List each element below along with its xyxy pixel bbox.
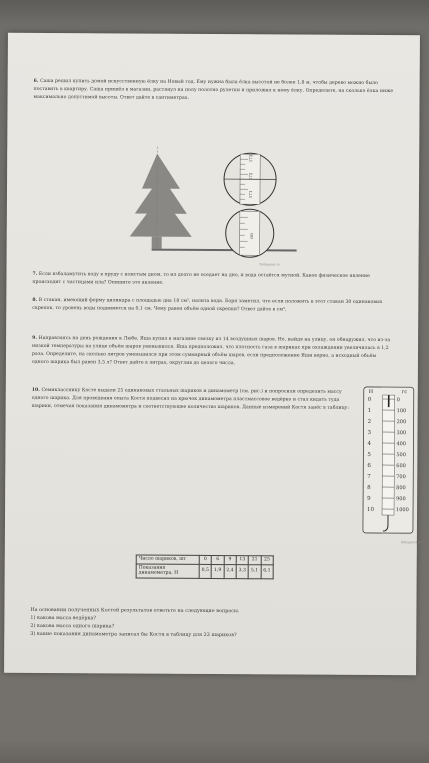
scale-label-newton: 0 [367, 396, 372, 403]
task-7-text: Если взбаламутить воду в пруду с илистым дном, то ил долго не оседает на дно, и вода остаётся мутной. Какое физическое явление происходит с частицами ила? Опишите это явление. [32, 271, 370, 286]
question-1: 1) какова масса ведёрка? [30, 615, 97, 622]
task-9 [32, 335, 394, 370]
scale-label-newton: 6 [367, 462, 371, 469]
scale-label-newton: 2 [367, 418, 372, 425]
questions-block [30, 607, 392, 642]
table-cell: 0,5 [199, 564, 211, 578]
scale-label-gs: 400 [396, 441, 407, 448]
table-cell: 2,4 [224, 564, 236, 578]
worksheet-page [4, 33, 420, 676]
table-cell: 6 [212, 556, 224, 565]
scale-label-gs: 200 [396, 419, 407, 426]
figure-watermark: fizikaprost.ru [259, 262, 280, 267]
tape-line [152, 249, 297, 252]
table-cell: 21 [248, 556, 260, 565]
table-cell: 1,9 [211, 564, 223, 578]
questions-intro: На основании полученных Костей результатов ответьте на следующие вопросы. [30, 607, 240, 615]
table-header-balls: Число шариков, шт [136, 555, 199, 564]
task-6 [34, 78, 396, 104]
tree-tape-figure [132, 149, 303, 268]
upper-zoom-circle [224, 153, 276, 205]
scale-label-gs: 900 [396, 496, 406, 503]
unit-gs: гс [401, 389, 408, 396]
lower-zoom-circle [226, 209, 274, 257]
task-8-number: 8. [32, 297, 38, 303]
table-cell: 25 [261, 556, 273, 565]
table-cell: 5,1 [248, 564, 260, 578]
scale-label-newton: 1 [367, 407, 372, 414]
task-8-text: В стакан, имеющий форму цилиндра с площадью дна 18 см², налита вода. Боря заметил, что если положить в этот стакан 30 одинаковых скрепок, то уровень воды поднимется на 0,1 см. Чему равен объём одной скрепки? Ответ дайте в см³. [32, 297, 383, 313]
scale-label-gs: 100 [396, 408, 407, 415]
task-10-number: 10. [31, 387, 40, 393]
question-3: 3) какие показания динамометра записал бы Костя в таблицу для 23 шариков? [30, 632, 237, 639]
task-7-number: 7. [32, 271, 38, 277]
task-10-text: Семикласснику Косте выдали 25 одинаковых стальных шариков и динамометр (см. рис.) и попросили определить массу одного шарика. Для проведения опыта Костя подвесил на крючок динамометра пластмассовое ведёрко и стал кидать туда шарики, отмечая показания динамометра и соответствующее количество шариков. Данные измерений Костя занёс в таблицу: [31, 387, 349, 412]
scale-label-gs: 700 [396, 474, 406, 481]
task-6-text: Саша решил купить домой искусственную ёлку на Новый год. Ему нужна была ёлка высотой не более 1,8 м, чтобы дерево можно было поставить в квартиру. Саша пришёл в магазин, растянул на полу полотно рулетки и приложил к нему ёлку. Определите, на сколько ёлка ниже максимально допустимой высоты. Ответ дайте в сантиметрах. [33, 78, 394, 102]
scale-label-newton: 3 [367, 429, 372, 436]
table-cell: 0 [199, 555, 211, 564]
table-cell: 3,3 [236, 564, 248, 578]
scale-label-newton: 9 [367, 495, 371, 502]
task-7 [32, 271, 394, 289]
table-cell: 6,1 [261, 564, 273, 578]
scale-label-gs: 0 [396, 397, 400, 404]
scale-label-gs: 300 [396, 430, 407, 437]
scale-label-gs: 800 [396, 485, 406, 492]
tape-mark-171: 171 [247, 190, 253, 199]
table-cell: 13 [236, 556, 248, 565]
table-cell: 9 [224, 556, 236, 565]
dynamometer-watermark: fizikaprost.ru [400, 540, 422, 545]
table-header-readings: Показания динамометра, Н [136, 564, 199, 578]
measurements-table [136, 555, 274, 579]
tape-mark-173: 173 [248, 154, 254, 163]
scale-label-newton: 8 [367, 484, 371, 491]
question-2: 2) какова масса одного шарика? [30, 624, 115, 630]
task-8 [32, 297, 394, 315]
unit-newton: Н [368, 388, 374, 395]
task-10 [32, 387, 354, 413]
tape-mark-172: 172 [248, 172, 254, 181]
scale-label-newton: 7 [367, 473, 371, 480]
table-row [136, 564, 273, 579]
christmas-tree-icon [130, 153, 193, 248]
scale-label-gs: 500 [396, 452, 406, 459]
task-9-text: Направляясь на день рождения к Любе, Яша купил в магазине связку из 14 воздушных шаров. Но, выйдя на улицу, он обнаружил, что из-за низкой температуры на улице объём шаров уменьшился. Яша предположил, что плотность газа в шариках при охлаждении увеличилась в 1,2 раза. Определите, на сколько литров уменьшился при этом суммарный объём шаров, если предположение Яши верно, а исходный объём одного шарика был равен 3,5 л? Ответ дайте в литрах, округлив до целого числа. [31, 335, 391, 367]
scale-label-gs: 1000 [396, 507, 409, 514]
scale-label-newton: 4 [367, 440, 371, 447]
task-6-number: 6. [33, 78, 39, 84]
scale-label-gs: 600 [396, 463, 406, 470]
scale-label-newton: 5 [367, 451, 371, 458]
scale-label-newton: 10 [367, 506, 375, 513]
dynamometer-figure [361, 383, 422, 545]
task-9-number: 9. [32, 335, 38, 341]
tape-unit-cm: cm [248, 233, 254, 240]
